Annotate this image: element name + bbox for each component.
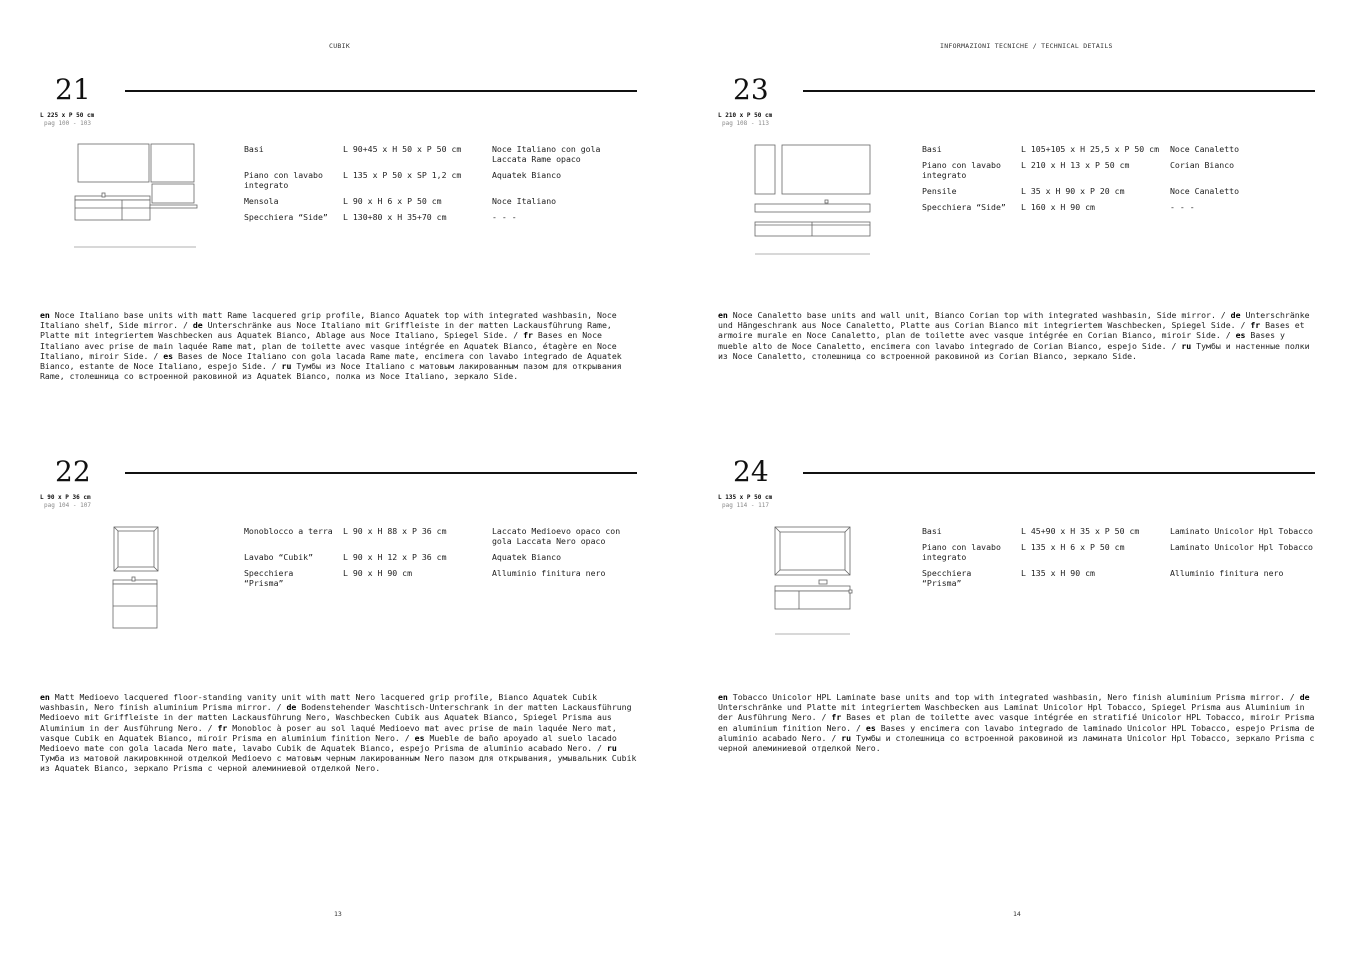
desc-es: Bases y mueble alto de Noce Canaletto, encimera con lavabo integrado de Corian Bianco, espejo Side. / <box>718 330 1285 351</box>
table-row <box>922 160 1317 186</box>
right-page <box>678 0 1356 959</box>
spec-item: Piano con lavabo integrato <box>922 542 1001 562</box>
desc-en: Noce Canaletto base units and wall unit, Bianco Corian top with integrated washbasin, Side mirror. / <box>732 310 1226 320</box>
table-row <box>244 170 639 196</box>
lang-code: es <box>414 732 425 743</box>
spec-dimensions: L 160 x H 90 cm <box>1021 202 1095 212</box>
shelf-shape <box>150 205 197 208</box>
section-size: L 135 x P 50 cm <box>718 494 773 501</box>
desc-en: Noce Italiano base units with matt Rame lacquered grip profile, Bianco Aquatek top with integrated washbasin, Noce Italiano shelf, Side mirror. / <box>40 310 617 331</box>
desc-de: Bodenstehender Waschtisch-Unterschrank in der matten Lackausführung Medioevo mit Griffleiste in der matten Lackausführung Nero, Waschbecken Cubik aus Aquatek Bianco, Spiegel Prisma aus Aluminium in der Ausführung Nero. / <box>40 702 632 733</box>
table-row <box>922 526 1317 542</box>
table-row <box>922 568 1317 594</box>
spec-dimensions: L 105+105 x H 25,5 x P 50 cm <box>1021 144 1160 154</box>
spec-finish: Aquatek Bianco <box>492 170 562 180</box>
spec-item: Basi <box>922 144 942 154</box>
lang-code: ru <box>841 732 852 743</box>
table-row <box>244 526 639 552</box>
lang-code: fr <box>1250 320 1261 331</box>
lang-code: fr <box>523 330 533 341</box>
spec-finish: Corian Bianco <box>1170 160 1235 170</box>
spec-item: Monoblocco a terra <box>244 526 333 536</box>
spec-finish: Laminato Unicolor Hpl Tobacco <box>1170 526 1313 536</box>
spec-dimensions: L 90 x H 6 x P 50 cm <box>343 196 442 206</box>
lang-code: en <box>718 310 728 320</box>
lang-code: de <box>1230 310 1241 320</box>
section-rule <box>803 472 1315 474</box>
multilingual-description <box>718 310 1318 361</box>
drawing-21 <box>72 142 202 252</box>
table-row <box>244 212 639 228</box>
lang-code: ru <box>606 743 617 754</box>
mirror-inner-shape <box>780 532 845 570</box>
mirror-shape <box>78 144 149 182</box>
spec-finish: Alluminio finitura nero <box>492 568 606 578</box>
section-size: L 90 x P 36 cm <box>40 494 91 501</box>
spec-item: Basi <box>244 144 264 154</box>
table-row <box>244 552 639 568</box>
section-rule <box>125 90 637 92</box>
section-page-ref: pag 114 - 117 <box>722 502 769 509</box>
desc-de: Unterschränke und Platte mit integriertem Waschbecken aus Laminat Unicolor Hpl Tobacco, Spiegel Prisma aus Aluminium in der Ausführung Nero. / <box>718 702 1305 723</box>
spec-dimensions: L 45+90 x H 35 x P 50 cm <box>1021 526 1140 536</box>
spec-finish: - - - <box>1170 202 1195 212</box>
section-21 <box>40 74 640 394</box>
section-number: 22 <box>55 455 91 488</box>
lang-code: es <box>1235 330 1246 341</box>
drawing-24 <box>772 524 857 639</box>
section-number: 21 <box>55 73 91 106</box>
spec-finish: Noce Canaletto <box>1170 144 1240 154</box>
spec-item: Specchiera “Side” <box>922 202 1006 212</box>
desc-de: Unterschränke und Hängeschrank aus Noce Canaletto, Platte aus Corian Bianco mit integriertem Waschbecken, Spiegel Side. / <box>718 310 1310 331</box>
grip-shape <box>849 590 852 593</box>
spec-finish: Noce Italiano <box>492 196 557 206</box>
spec-dimensions: L 130+80 x H 35+70 cm <box>343 212 447 222</box>
spec-item: Specchiera “Prisma” <box>922 568 972 588</box>
tap-shape <box>102 193 105 197</box>
page-number: 14 <box>1013 910 1021 918</box>
mirror-inner-shape <box>118 531 154 567</box>
spec-item: Mensola <box>244 196 279 206</box>
desc-es: Mueble de baño apoyado al suelo lacado Medioevo mate con gola lacada Nero mate, lavabo Cubik de Aquatek Bianco, espejo Prisma de aluminio acabado Nero. / <box>40 732 617 754</box>
composition-drawing <box>772 524 857 639</box>
base-units-shape <box>775 591 850 609</box>
spec-dimensions: L 35 x H 90 x P 20 cm <box>1021 186 1125 196</box>
desc-fr: Bases en Noce Italiano avec prise de main laquée Rame mat, plan de toilette avec vasque intégrée en Aquatek Bianco, étagère en Noce Italiano, miroir Side. / <box>40 330 617 361</box>
table-row <box>244 568 639 594</box>
spec-finish: Aquatek Bianco <box>492 552 562 562</box>
section-page-ref: pag 100 - 103 <box>44 120 91 127</box>
spec-table <box>244 526 639 594</box>
spec-item: Basi <box>922 526 942 536</box>
desc-fr: Bases et armoire murale en Noce Canaletto, plan de toilette avec vasque intégrée en Corian Bianco, miroir Side. / <box>718 320 1305 341</box>
table-row <box>922 202 1317 218</box>
desc-de: Unterschränke aus Noce Italiano mit Griffleiste in der matten Lackausführung Rame, Platte mit integriertem Waschbecken aus Aquatek Bianco, Ablage aus Noce Italiano, Spiegel Side. / <box>40 320 612 341</box>
spec-item: Specchiera “Side” <box>244 212 328 222</box>
table-row <box>244 144 639 170</box>
lang-code: ru <box>1181 340 1192 351</box>
table-row <box>244 196 639 212</box>
spec-table <box>922 144 1317 218</box>
desc-fr: Monobloc à poser au sol laqué Medioevo mat avec prise de main laquée Nero mat, vasque Cubik en Aquatek Bianco, miroir Prisma en aluminium finition Nero. / <box>40 722 617 743</box>
spec-finish: - - - <box>492 212 517 222</box>
composition-drawing <box>110 524 160 634</box>
desc-fr: Bases et plan de toilette avec vasque intégrée en stratifié Unicolor HPL Tobacco, miroir Prisma en aluminium finition Nero. / <box>718 712 1315 733</box>
running-head-left: CUBIK <box>329 42 351 50</box>
tap-shape <box>825 200 828 203</box>
section-24 <box>718 456 1318 776</box>
lang-code: de <box>286 702 297 713</box>
desc-es: Bases y encimera con lavabo integrado de laminado Unicolor HPL Tobacco, espejo Prisma de aluminio acabado Nero. / <box>718 722 1315 743</box>
composition-drawing <box>72 142 202 252</box>
page-number: 13 <box>334 910 342 918</box>
lang-code: en <box>40 310 50 320</box>
mirror-shape <box>151 144 194 182</box>
base-unit-shape <box>75 200 150 220</box>
lang-code: fr <box>217 722 228 733</box>
section-rule <box>125 472 637 474</box>
tap-shape <box>132 577 135 581</box>
spec-finish: Noce Italiano con gola Laccata Rame opaco <box>492 144 601 164</box>
spec-item: Piano con lavabo integrato <box>244 170 323 190</box>
spec-item: Specchiera “Prisma” <box>244 568 294 588</box>
section-page-ref: pag 108 - 113 <box>722 120 769 127</box>
table-row <box>922 144 1317 160</box>
section-page-ref: pag 104 - 107 <box>44 502 91 509</box>
section-size: L 210 x P 50 cm <box>718 112 773 119</box>
wall-unit-shape <box>755 145 775 194</box>
spec-dimensions: L 90 x H 88 x P 36 cm <box>343 526 447 536</box>
lang-code: de <box>192 320 203 331</box>
table-row <box>922 186 1317 202</box>
desc-en: Tobacco Unicolor HPL Laminate base units and top with integrated washbasin, Nero finish aluminium Prisma mirror. / <box>732 692 1295 702</box>
lang-code: en <box>718 692 728 702</box>
multilingual-description <box>40 692 640 774</box>
section-number: 23 <box>733 73 769 106</box>
table-row <box>922 542 1317 568</box>
spec-finish: Laminato Unicolor Hpl Tobacco <box>1170 542 1313 552</box>
spec-table <box>922 526 1317 594</box>
spec-dimensions: L 135 x H 90 cm <box>1021 568 1095 578</box>
drawing-22 <box>110 524 160 634</box>
top-shape <box>755 204 870 212</box>
multilingual-description <box>718 692 1318 753</box>
spec-dimensions: L 135 x H 6 x P 50 cm <box>1021 542 1125 552</box>
running-head-right: INFORMAZIONI TECNICHE / TECHNICAL DETAILS <box>940 42 1113 50</box>
spec-item: Piano con lavabo integrato <box>922 160 1001 180</box>
top-shape <box>775 586 850 591</box>
spec-finish: Alluminio finitura nero <box>1170 568 1284 578</box>
mirror-shape <box>782 145 870 194</box>
composition-drawing <box>752 142 877 257</box>
spec-item: Lavabo “Cubik” <box>244 552 314 562</box>
desc-es: Bases de Noce Italiano con gola lacada Rame mate, encimera con lavabo integrado de Aquatek Bianco, estante de Noce Italiano, espejo Side. / <box>40 350 622 372</box>
lang-code: en <box>40 692 50 702</box>
spec-dimensions: L 90+45 x H 50 x P 50 cm <box>343 144 462 154</box>
spec-finish: Laccato Medioevo opaco con gola Laccata Nero opaco <box>492 526 621 546</box>
base-units-shape <box>755 222 870 236</box>
spec-item: Pensile <box>922 186 957 196</box>
spec-dimensions: L 90 x H 90 cm <box>343 568 413 578</box>
lang-code: es <box>865 722 876 733</box>
multilingual-description <box>40 310 640 381</box>
lang-code: fr <box>831 712 842 723</box>
drawing-23 <box>752 142 877 257</box>
desc-en: Matt Medioevo lacquered floor-standing vanity unit with matt Nero lacquered grip profile, Bianco Aquatek Cubik washbasin, Nero finish aluminium Prisma mirror. / <box>40 692 598 713</box>
section-number: 24 <box>733 455 769 488</box>
section-rule <box>803 90 1315 92</box>
tap-shape <box>819 580 827 584</box>
top-shape <box>75 196 150 200</box>
desc-ru: Тумбы и столешница со встроенной раковиной из ламината Unicolor Hpl Tobacco, зеркало Prisma с черной алеминиевой отделкой Nero. <box>718 732 1315 754</box>
desc-ru: Тумба из матовой лакировкнной отделкой Medioevo с матовым черным лакированным Nero пазом для открывания, умывальник Cubik из Aquatek Bianco, зеркало Prisma с черной алеминиевой отделкой Nero. <box>40 753 637 774</box>
desc-ru: Тумбы из Noce Italiano с матовым лакированным пазом для открывания Rame, столешница со встроенной раковиной из Aquatek Bianco, полка из Noce Italiano, зеркало Side. <box>40 361 622 382</box>
lang-code: de <box>1299 692 1310 702</box>
spec-dimensions: L 210 x H 13 x P 50 cm <box>1021 160 1130 170</box>
spec-dimensions: L 90 x H 12 x P 36 cm <box>343 552 447 562</box>
section-22 <box>40 456 640 776</box>
desc-ru: Тумбы и настенные полки из Noce Canaletto, столешница со встроенной раковиной из Corian Bianco, зеркало Side. <box>718 340 1310 361</box>
section-23 <box>718 74 1318 394</box>
lang-code: ru <box>281 361 292 372</box>
mirror-shape <box>152 184 194 203</box>
spec-dimensions: L 135 x P 50 x SP 1,2 cm <box>343 170 462 180</box>
lang-code: es <box>163 350 174 361</box>
section-size: L 225 x P 50 cm <box>40 112 95 119</box>
spec-table <box>244 144 639 228</box>
spec-finish: Noce Canaletto <box>1170 186 1240 196</box>
